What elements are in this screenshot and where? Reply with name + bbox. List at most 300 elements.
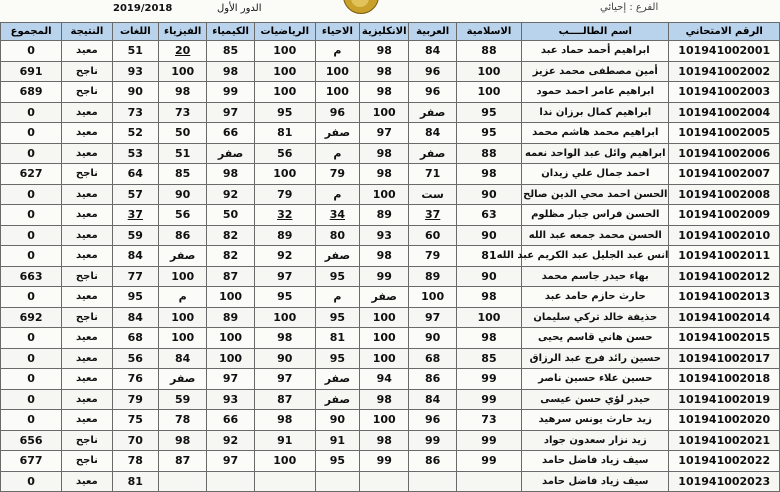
grade-cell: 98 [360, 430, 409, 451]
result-cell: معيد [62, 348, 113, 369]
table-row [1, 471, 780, 492]
grade-cell: 100 [158, 328, 206, 349]
exam-number-cell: 101941002012 [669, 266, 780, 287]
total-cell: 0 [1, 205, 62, 226]
grade-cell: 95 [456, 102, 521, 123]
column-header: المجموع [1, 23, 62, 41]
total-cell: 0 [1, 328, 62, 349]
grade-cell: 50 [158, 123, 206, 144]
result-cell: معيد [62, 123, 113, 144]
table-row [1, 389, 780, 410]
column-header: الاحياء [315, 23, 359, 41]
exam-number-cell: 101941002003 [669, 82, 780, 103]
exam-number-cell: 101941002022 [669, 451, 780, 472]
total-cell: 0 [1, 246, 62, 267]
student-name-cell: أمين مصطفى محمد عزيز [522, 61, 669, 82]
grade-cell: 51 [112, 41, 158, 62]
grade-cell: 85 [207, 41, 254, 62]
grade-cell: 84 [158, 348, 206, 369]
exam-number-cell: 101941002014 [669, 307, 780, 328]
student-name-cell: حسين رائد فرج عبد الرزاق [522, 348, 669, 369]
grade-cell: 73 [456, 410, 521, 431]
total-cell: 691 [1, 61, 62, 82]
total-cell: 692 [1, 307, 62, 328]
grade-cell: 79 [112, 389, 158, 410]
result-cell: معيد [62, 287, 113, 308]
exam-number-cell: 101941002020 [669, 410, 780, 431]
grade-cell: صفر [409, 143, 456, 164]
result-cell: ناجح [62, 430, 113, 451]
grade-cell: 57 [112, 184, 158, 205]
exam-number-cell: 101941002017 [669, 348, 780, 369]
exam-number-cell: 101941002001 [669, 41, 780, 62]
grade-cell: 89 [409, 266, 456, 287]
exam-number-cell: 101941002010 [669, 225, 780, 246]
result-cell: معيد [62, 225, 113, 246]
grade-cell: 84 [112, 307, 158, 328]
exam-number-cell: 101941002018 [669, 369, 780, 390]
grade-cell: 64 [112, 164, 158, 185]
grade-cell: 100 [315, 61, 359, 82]
table-row [1, 287, 780, 308]
student-name-cell: انس عبد الجليل عبد الكريم عبد الله [522, 246, 669, 267]
student-name-cell: حارث حازم حامد عبد [522, 287, 669, 308]
total-cell: 0 [1, 41, 62, 62]
grade-cell: 34 [315, 205, 359, 226]
student-name-cell: حيدر لؤي حسن عيسى [522, 389, 669, 410]
column-header: الاسلامية [456, 23, 521, 41]
result-cell: ناجح [62, 164, 113, 185]
grade-cell: 95 [315, 266, 359, 287]
total-cell: 663 [1, 266, 62, 287]
total-cell: 656 [1, 430, 62, 451]
grade-cell: 98 [360, 164, 409, 185]
exam-number-cell: 101941002023 [669, 471, 780, 492]
grade-cell: 93 [207, 389, 254, 410]
table-row [1, 164, 780, 185]
grade-cell: 97 [409, 307, 456, 328]
result-cell: معيد [62, 369, 113, 390]
grade-cell: 99 [360, 266, 409, 287]
grade-cell: 92 [207, 430, 254, 451]
grade-cell: 96 [409, 410, 456, 431]
exam-number-cell: 101941002004 [669, 102, 780, 123]
table-header-row [1, 23, 780, 41]
grade-cell: 95 [315, 451, 359, 472]
grade-cell: 37 [409, 205, 456, 226]
student-name-cell: بهاء حيدر جاسم محمد [522, 266, 669, 287]
column-header: الفيزياء [158, 23, 206, 41]
grade-cell: 91 [254, 430, 315, 451]
grade-cell: 99 [207, 82, 254, 103]
grade-cell: 87 [207, 266, 254, 287]
grade-cell: 56 [112, 348, 158, 369]
student-name-cell: زيد نزار سعدون جواد [522, 430, 669, 451]
grade-cell: 89 [207, 307, 254, 328]
grade-cell: 50 [207, 205, 254, 226]
grade-cell: 95 [315, 348, 359, 369]
total-cell: 0 [1, 348, 62, 369]
grade-cell: 56 [254, 143, 315, 164]
result-cell: معيد [62, 41, 113, 62]
grade-cell: 98 [158, 430, 206, 451]
grade-cell: 93 [360, 225, 409, 246]
table-row [1, 205, 780, 226]
grade-cell: 86 [409, 369, 456, 390]
grade-cell: 89 [360, 205, 409, 226]
grade-cell: 84 [409, 389, 456, 410]
table-row [1, 184, 780, 205]
grade-cell: 99 [409, 430, 456, 451]
total-cell: 0 [1, 143, 62, 164]
academic-year: 2019/2018 [113, 3, 173, 14]
exam-number-cell: 101941002015 [669, 328, 780, 349]
grade-cell: 100 [456, 61, 521, 82]
grade-cell: م [315, 143, 359, 164]
grade-cell: 73 [158, 102, 206, 123]
grade-cell: 32 [254, 205, 315, 226]
grade-cell: 66 [207, 410, 254, 431]
table-row [1, 410, 780, 431]
grade-cell: 53 [112, 143, 158, 164]
grade-cell: 90 [456, 225, 521, 246]
column-header: النتيجة [62, 23, 113, 41]
grade-cell: صفر [360, 287, 409, 308]
table-row [1, 430, 780, 451]
grades-table [0, 22, 780, 492]
grade-cell: 98 [360, 61, 409, 82]
table-row [1, 41, 780, 62]
result-cell: معيد [62, 102, 113, 123]
grade-cell: 77 [112, 266, 158, 287]
grade-cell: 100 [360, 102, 409, 123]
grade-cell: 93 [112, 61, 158, 82]
grade-cell: 89 [254, 225, 315, 246]
grade-cell: ست [409, 184, 456, 205]
grade-cell: 92 [254, 246, 315, 267]
exam-number-cell: 101941002006 [669, 143, 780, 164]
student-name-cell: الحسن فراس جبار مظلوم [522, 205, 669, 226]
result-cell: ناجح [62, 61, 113, 82]
grade-cell: 98 [360, 41, 409, 62]
grade-cell: 68 [409, 348, 456, 369]
grade-cell: 84 [409, 41, 456, 62]
grade-cell: صفر [409, 102, 456, 123]
grade-cell: 100 [360, 307, 409, 328]
result-cell: ناجح [62, 82, 113, 103]
grade-cell: صفر [315, 246, 359, 267]
grade-cell: 97 [207, 102, 254, 123]
total-cell: 627 [1, 164, 62, 185]
grade-cell: 92 [207, 184, 254, 205]
grade-cell: صفر [158, 369, 206, 390]
grade-cell: 100 [158, 61, 206, 82]
student-name-cell: احمد جمال علي زيدان [522, 164, 669, 185]
result-cell: معيد [62, 246, 113, 267]
student-name-cell: حسن هاني قاسم يحيى [522, 328, 669, 349]
grade-cell: 66 [207, 123, 254, 144]
column-header: الرقم الامتحاني [669, 23, 780, 41]
grade-cell: 81 [456, 246, 521, 267]
grade-cell: 98 [456, 287, 521, 308]
table-row [1, 143, 780, 164]
grade-cell: 100 [360, 348, 409, 369]
grade-cell: 97 [254, 369, 315, 390]
branch-label: الفرع : إحيائي [600, 2, 659, 13]
grade-cell: 96 [409, 61, 456, 82]
student-name-cell: زيد حارث يونس سرهيد [522, 410, 669, 431]
grade-cell: 78 [158, 410, 206, 431]
total-cell: 0 [1, 123, 62, 144]
grade-cell: 81 [254, 123, 315, 144]
grade-cell: 99 [360, 451, 409, 472]
grade-cell: 88 [456, 143, 521, 164]
table-row [1, 451, 780, 472]
total-cell: 0 [1, 102, 62, 123]
grade-cell: 76 [112, 369, 158, 390]
grade-cell: 99 [456, 389, 521, 410]
grade-cell: 98 [207, 61, 254, 82]
result-cell: معيد [62, 471, 113, 492]
table-row [1, 328, 780, 349]
grade-cell [409, 471, 456, 492]
total-cell: 0 [1, 287, 62, 308]
grade-cell: 85 [456, 348, 521, 369]
grade-cell [360, 471, 409, 492]
student-name-cell: سيف زياد فاضل حامد [522, 471, 669, 492]
table-row [1, 82, 780, 103]
grade-cell: 95 [456, 123, 521, 144]
student-name-cell: الحسن احمد محي الدين صالح [522, 184, 669, 205]
grade-cell: 90 [158, 184, 206, 205]
student-name-cell: ابراهيم عامر احمد حمود [522, 82, 669, 103]
grade-cell: 52 [112, 123, 158, 144]
result-cell: معيد [62, 389, 113, 410]
grade-cell: 84 [409, 123, 456, 144]
exam-number-cell: 101941002021 [669, 430, 780, 451]
grade-cell: 95 [254, 287, 315, 308]
result-cell: معيد [62, 184, 113, 205]
grade-cell: 91 [315, 430, 359, 451]
student-name-cell: الحسن محمد جمعه عبد الله [522, 225, 669, 246]
result-cell: معيد [62, 410, 113, 431]
grade-cell: 100 [254, 82, 315, 103]
table-row [1, 102, 780, 123]
grade-cell: 79 [409, 246, 456, 267]
column-header: العربية [409, 23, 456, 41]
exam-number-cell: 101941002007 [669, 164, 780, 185]
grade-cell: 95 [315, 307, 359, 328]
exam-round: الدور الأول [217, 3, 262, 14]
grade-cell: 79 [254, 184, 315, 205]
grade-cell: 100 [254, 164, 315, 185]
grade-cell: 51 [158, 143, 206, 164]
grade-cell: 98 [158, 82, 206, 103]
grade-cell: 96 [409, 82, 456, 103]
grade-cell: 97 [360, 123, 409, 144]
grade-cell: 84 [112, 246, 158, 267]
table-row [1, 266, 780, 287]
grade-cell: 98 [207, 164, 254, 185]
grade-cell: 100 [360, 328, 409, 349]
grade-cell: 100 [254, 307, 315, 328]
grade-cell: صفر [158, 246, 206, 267]
exam-number-cell: 101941002019 [669, 389, 780, 410]
column-header: اسم الطالــــب [522, 23, 669, 41]
grade-cell: 100 [254, 61, 315, 82]
grade-cell: 85 [158, 164, 206, 185]
grade-cell: 100 [409, 287, 456, 308]
grade-cell: 100 [207, 287, 254, 308]
grade-cell: 97 [207, 451, 254, 472]
column-header: اللغات [112, 23, 158, 41]
result-cell: معيد [62, 205, 113, 226]
grade-cell: 90 [315, 410, 359, 431]
student-name-cell: حسين علاء حسين ناصر [522, 369, 669, 390]
grade-cell: 90 [409, 328, 456, 349]
grade-cell [207, 471, 254, 492]
exam-number-cell: 101941002005 [669, 123, 780, 144]
table-row [1, 348, 780, 369]
grade-cell: 81 [315, 328, 359, 349]
grade-cell: 60 [409, 225, 456, 246]
grade-cell: 63 [456, 205, 521, 226]
grade-cell: 100 [158, 307, 206, 328]
table-row [1, 246, 780, 267]
column-header: الانكليزية [360, 23, 409, 41]
grade-cell: 59 [112, 225, 158, 246]
grade-cell: 68 [112, 328, 158, 349]
grade-cell: 78 [112, 451, 158, 472]
table-row [1, 225, 780, 246]
grade-cell: 86 [158, 225, 206, 246]
grade-cell: 94 [360, 369, 409, 390]
grade-cell: 95 [254, 102, 315, 123]
grade-cell: صفر [315, 123, 359, 144]
grade-cell: 95 [112, 287, 158, 308]
grade-cell: 100 [254, 451, 315, 472]
grade-cell: 99 [456, 451, 521, 472]
grade-cell: 100 [360, 410, 409, 431]
column-header: الرياضيات [254, 23, 315, 41]
grade-cell: 20 [158, 41, 206, 62]
result-cell: ناجح [62, 266, 113, 287]
grade-cell [158, 471, 206, 492]
grade-cell: م [315, 184, 359, 205]
total-cell: 689 [1, 82, 62, 103]
table-row [1, 369, 780, 390]
grade-cell: 98 [254, 328, 315, 349]
student-name-cell: حذيفة خالد تركي سليمان [522, 307, 669, 328]
column-header: الكيمياء [207, 23, 254, 41]
student-name-cell: ابراهيم أحمد حماد عبد [522, 41, 669, 62]
grade-cell: 100 [254, 41, 315, 62]
grade-cell: 75 [112, 410, 158, 431]
grade-cell: 81 [112, 471, 158, 492]
grade-cell: 100 [456, 82, 521, 103]
grade-cell: 87 [158, 451, 206, 472]
grade-cell: 70 [112, 430, 158, 451]
grade-cell: 80 [315, 225, 359, 246]
grade-cell: 99 [456, 430, 521, 451]
total-cell: 0 [1, 225, 62, 246]
grade-cell: 87 [254, 389, 315, 410]
grade-cell: صفر [315, 369, 359, 390]
grade-cell: م [158, 287, 206, 308]
grade-cell: 100 [207, 328, 254, 349]
grade-cell [315, 471, 359, 492]
total-cell: 677 [1, 451, 62, 472]
grade-cell: 37 [112, 205, 158, 226]
grade-cell: 86 [409, 451, 456, 472]
total-cell: 0 [1, 410, 62, 431]
result-cell: ناجح [62, 451, 113, 472]
table-row [1, 61, 780, 82]
exam-number-cell: 101941002008 [669, 184, 780, 205]
grade-cell: 100 [158, 266, 206, 287]
grade-cell: صفر [207, 143, 254, 164]
grade-cell: 56 [158, 205, 206, 226]
grade-cell: صفر [315, 389, 359, 410]
grade-cell: 90 [112, 82, 158, 103]
grade-cell: 82 [207, 246, 254, 267]
grade-cell: 99 [456, 369, 521, 390]
grade-cell: 79 [315, 164, 359, 185]
student-name-cell: ابراهيم كمال برزان ندا [522, 102, 669, 123]
student-name-cell: ابراهيم وائل عبد الواحد نعمه [522, 143, 669, 164]
grade-cell: 98 [456, 164, 521, 185]
grade-cell: 73 [112, 102, 158, 123]
total-cell: 0 [1, 369, 62, 390]
grade-cell: 59 [158, 389, 206, 410]
result-cell: معيد [62, 328, 113, 349]
grade-cell: 98 [360, 246, 409, 267]
grade-cell: 71 [409, 164, 456, 185]
total-cell: 0 [1, 389, 62, 410]
student-name-cell: سيف زياد فاضل حامد [522, 451, 669, 472]
grade-cell: 96 [315, 102, 359, 123]
grade-cell: 100 [360, 184, 409, 205]
grade-cell: 90 [456, 184, 521, 205]
table-row [1, 307, 780, 328]
result-cell: ناجح [62, 307, 113, 328]
grade-cell: 98 [456, 328, 521, 349]
grade-cell: 100 [456, 307, 521, 328]
grade-cell: 100 [315, 82, 359, 103]
grade-cell [456, 471, 521, 492]
table-row [1, 123, 780, 144]
exam-number-cell: 101941002002 [669, 61, 780, 82]
grade-cell: 100 [207, 348, 254, 369]
result-cell: معيد [62, 143, 113, 164]
grade-cell: 98 [360, 143, 409, 164]
grade-cell: 98 [360, 82, 409, 103]
grade-cell [254, 471, 315, 492]
grade-cell: 97 [207, 369, 254, 390]
total-cell: 0 [1, 184, 62, 205]
grade-cell: م [315, 41, 359, 62]
exam-number-cell: 101941002011 [669, 246, 780, 267]
grade-cell: 98 [360, 389, 409, 410]
grade-cell: 90 [254, 348, 315, 369]
total-cell: 0 [1, 471, 62, 492]
grade-cell: 98 [254, 410, 315, 431]
exam-number-cell: 101941002009 [669, 205, 780, 226]
ministry-seal-icon [343, 0, 379, 14]
grade-cell: 88 [456, 41, 521, 62]
sheet-header [0, 0, 780, 22]
grade-cell: 90 [456, 266, 521, 287]
